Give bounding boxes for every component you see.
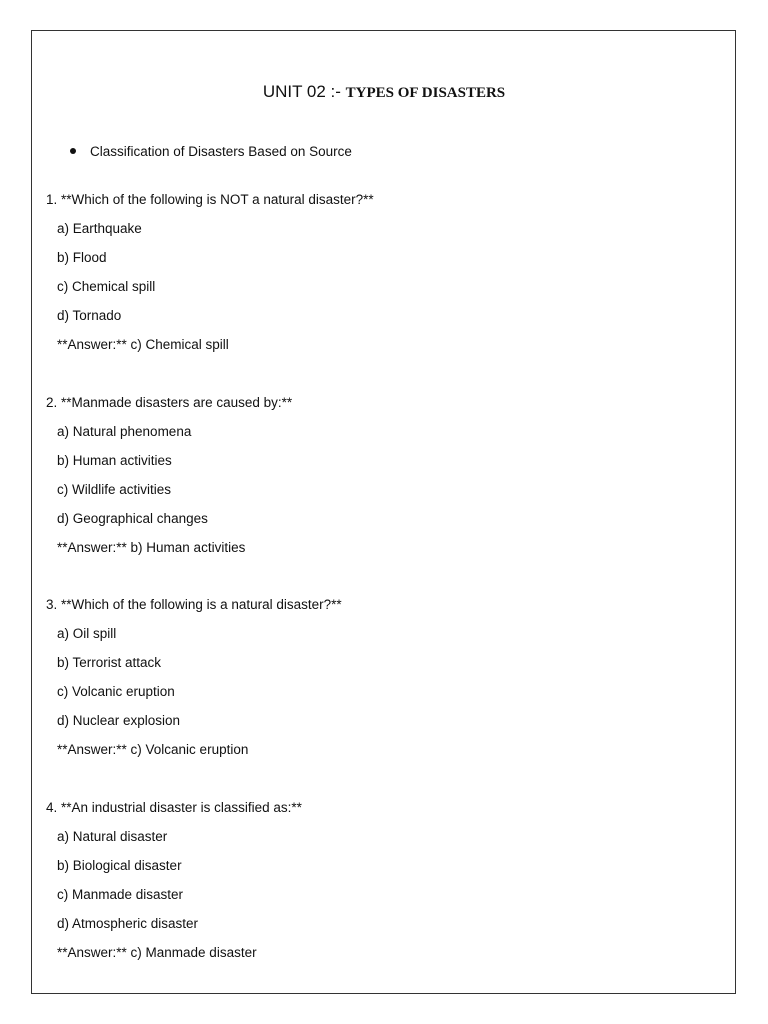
question-4-option-c: c) Manmade disaster [57, 887, 184, 902]
question-1: 1. **Which of the following is NOT a natural disaster?** [46, 192, 374, 207]
question-2-answer: **Answer:** b) Human activities [57, 540, 246, 555]
question-3: 3. **Which of the following is a natural disaster?** [46, 597, 342, 612]
question-2-option-c: c) Wildlife activities [57, 482, 172, 497]
question-1-option-c: c) Chemical spill [57, 279, 156, 294]
question-2: 2. **Manmade disasters are caused by:** [46, 395, 293, 410]
section-bullet [70, 144, 352, 159]
page-title [0, 82, 768, 102]
title-topic: TYPES OF DISASTERS [345, 85, 506, 101]
question-4-option-a: a) Natural disaster [57, 829, 168, 844]
title-unit: UNIT 02 :- [262, 82, 346, 101]
bullet-icon [70, 148, 76, 154]
question-3-option-a: a) Oil spill [57, 626, 117, 641]
question-3-option-b: b) Terrorist attack [57, 655, 162, 670]
question-4-option-b: b) Biological disaster [57, 858, 182, 873]
question-4: 4. **An industrial disaster is classified as:** [46, 800, 302, 815]
question-1-answer: **Answer:** c) Chemical spill [57, 337, 229, 352]
question-3-answer: **Answer:** c) Volcanic eruption [57, 742, 249, 757]
question-4-answer: **Answer:** c) Manmade disaster [57, 945, 257, 960]
question-4-option-d: d) Atmospheric disaster [57, 916, 199, 931]
question-2-option-b: b) Human activities [57, 453, 172, 468]
question-2-option-a: a) Natural phenomena [57, 424, 192, 439]
question-1-option-a: a) Earthquake [57, 221, 142, 236]
section-heading: Classification of Disasters Based on Source [90, 144, 352, 159]
question-3-option-c: c) Volcanic eruption [57, 684, 175, 699]
question-1-option-d: d) Tornado [57, 308, 122, 323]
question-2-option-d: d) Geographical changes [57, 511, 208, 526]
question-3-option-d: d) Nuclear explosion [57, 713, 181, 728]
question-1-option-b: b) Flood [57, 250, 107, 265]
